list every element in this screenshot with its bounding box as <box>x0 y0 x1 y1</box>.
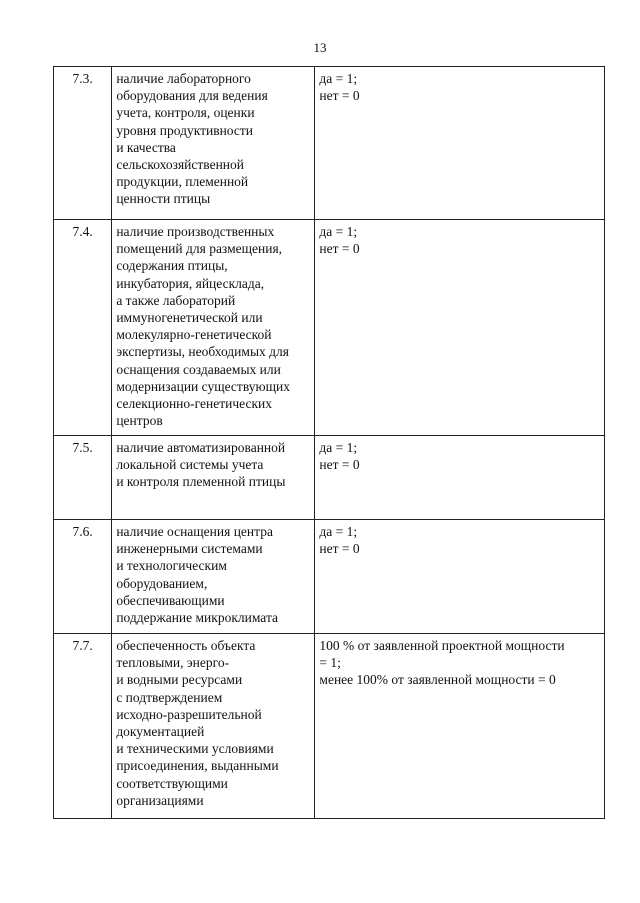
table-row <box>54 634 605 819</box>
table-row <box>54 220 605 436</box>
table-row <box>54 436 605 520</box>
page-number: 13 <box>313 40 327 55</box>
row-number: 7.3. <box>54 67 112 220</box>
table-row <box>54 67 605 220</box>
criterion-description: наличие автоматизированной локальной системы учета и контроля племенной птицы <box>112 436 315 520</box>
row-number: 7.7. <box>54 634 112 819</box>
criterion-description: наличие оснащения центра инженерными системами и технологическим оборудованием, обеспечивающими поддержание микроклимата <box>112 520 315 634</box>
criteria-table <box>53 66 605 819</box>
criterion-score: да = 1; нет = 0 <box>315 436 605 520</box>
criterion-score: 100 % от заявленной проектной мощности = 1; менее 100% от заявленной мощности = 0 <box>315 634 605 819</box>
criterion-score: да = 1; нет = 0 <box>315 520 605 634</box>
row-number: 7.4. <box>54 220 112 436</box>
row-number: 7.6. <box>54 520 112 634</box>
criterion-score: да = 1; нет = 0 <box>315 67 605 220</box>
criterion-score: да = 1; нет = 0 <box>315 220 605 436</box>
row-number: 7.5. <box>54 436 112 520</box>
criterion-description: наличие производственных помещений для размещения, содержания птицы, инкубатория, яйцесклада, а также лабораторий иммуногенетической или молекулярно-генетической экспертизы, необходимых для оснащения создаваемых или модернизации существующих селекционно-генетических центров <box>112 220 315 436</box>
criterion-description: обеспеченность объекта тепловыми, энерго- и водными ресурсами с подтверждением исходно-разрешительной документацией и техническими условиями присоединения, выданными соответствующими организациями <box>112 634 315 819</box>
criterion-description: наличие лабораторного оборудования для ведения учета, контроля, оценки уровня продуктивности и качества сельскохозяйственной продукции, племенной ценности птицы <box>112 67 315 220</box>
table-row <box>54 520 605 634</box>
